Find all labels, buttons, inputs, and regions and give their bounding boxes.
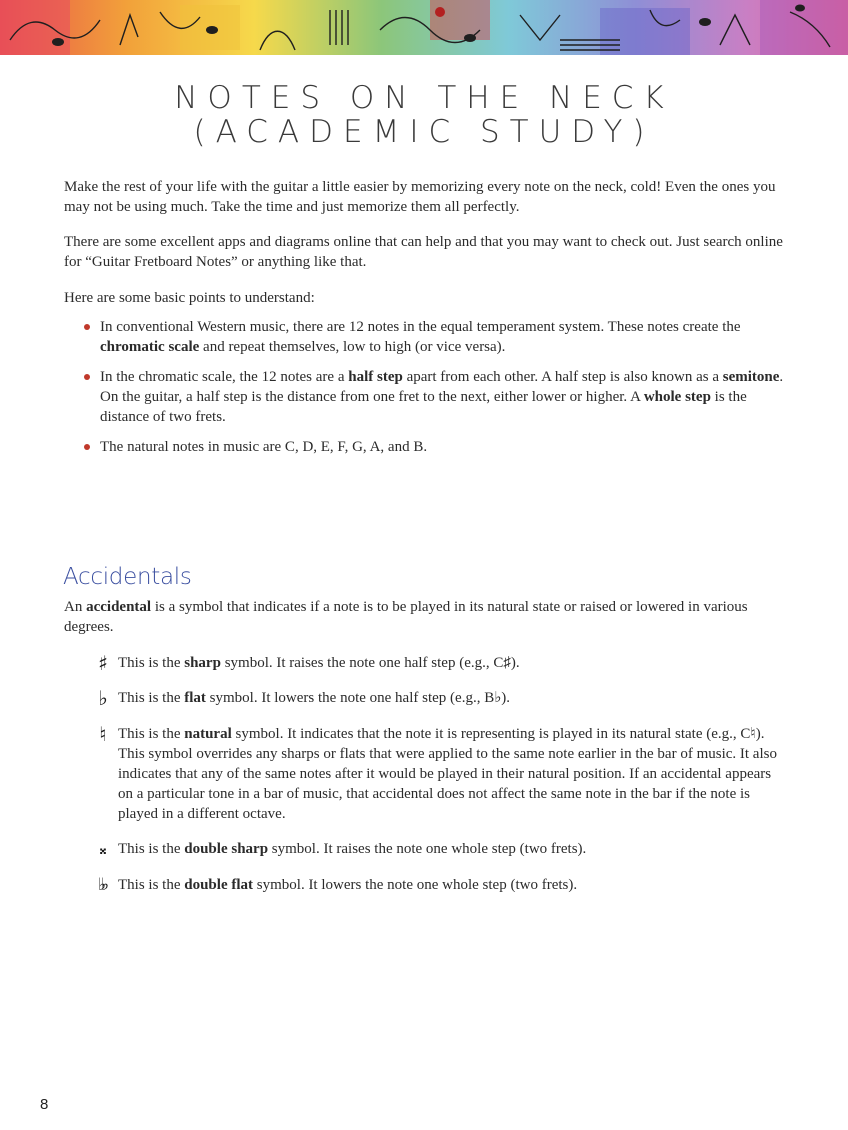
term-semitone: semitone <box>722 369 780 385</box>
bullet-dot-icon <box>84 444 90 450</box>
accidentals-intro-text: An <box>64 599 87 615</box>
list-item-text: . On the guitar, a half step is the distance from one fret to the next, either lower or higher. A <box>100 369 784 405</box>
intro-paragraph-3: Here are some basic points to understand: <box>64 290 315 306</box>
list-item <box>64 317 784 357</box>
list-item-text: apart from each other. A half step is also known as a <box>402 369 723 385</box>
music-collage-banner <box>0 0 848 55</box>
flat-icon: ♭ <box>98 686 108 710</box>
accidentals-intro-text: is a symbol that indicates if a note is to be played in its natural state or raised or lowered in various degrees. <box>64 599 748 635</box>
sharp-icon: ♯ <box>98 651 108 675</box>
list-item-text: In the chromatic scale, the 12 notes are a <box>100 369 349 385</box>
list-item-text: and repeat themselves, low to high (or vice versa). <box>199 339 506 355</box>
list-item <box>64 437 784 457</box>
term-accidental: accidental <box>86 599 152 615</box>
term-half-step: half step <box>348 369 403 385</box>
term-chromatic-scale: chromatic scale <box>100 339 200 355</box>
bullet-dot-icon <box>84 374 90 380</box>
accidental-description: This is the flat symbol. It lowers the note one half step (e.g., B♭). <box>118 690 511 706</box>
accidentals-intro <box>64 597 784 637</box>
list-item-text: is the distance of two frets. <box>100 389 747 425</box>
accidental-description: This is the double flat symbol. It lowers the note one whole step (two frets). <box>118 877 578 893</box>
page-title-line-2: (ACADEMIC STUDY) <box>193 114 655 150</box>
accidental-description: This is the natural symbol. It indicates that the note it is representing is played in its natural state (e.g., C♮). This symbol overrides any sharps or flats that were applied to the same note earlier in the bar of music. It also indicates that any of the same notes after it would be played in their natural position. If an accidental appears on a particular tone in a bar of music, that accidental does not affect the same note in the bar if the note is played in a different octave. <box>118 726 777 822</box>
section-heading-accidentals: Accidentals <box>63 564 192 590</box>
intro-paragraph-2: There are some excellent apps and diagrams online that can help and that you may want to check out. Just search online for “Guitar Fretboard Notes” or anything like that. <box>64 234 783 270</box>
bullet-dot-icon <box>84 324 90 330</box>
list-item <box>64 367 784 427</box>
list-item-text: In conventional Western music, there are 12 notes in the equal temperament system. These notes create the <box>100 319 741 335</box>
page-title-line-1: NOTES ON THE NECK <box>174 80 674 116</box>
intro-paragraph-1: Make the rest of your life with the guitar a little easier by memorizing every note on the neck, cold! Even the ones you may not be using much. Take the time and just memorize them all perfectly. <box>64 179 776 215</box>
natural-icon: ♮ <box>99 722 107 746</box>
double-sharp-icon: 𝄪 <box>99 840 107 858</box>
accidental-description: This is the double sharp symbol. It raises the note one whole step (two frets). <box>118 841 587 857</box>
accidental-description: This is the sharp symbol. It raises the note one half step (e.g., C♯). <box>118 655 520 671</box>
music-collage-icon <box>0 0 848 55</box>
term-whole-step: whole step <box>643 389 711 405</box>
page-number: 8 <box>40 1096 49 1113</box>
basic-points-list <box>64 317 784 467</box>
list-item-text: The natural notes in music are C, D, E, F, G, A, and B. <box>100 439 428 455</box>
double-flat-icon: ♭♭ <box>97 875 105 895</box>
